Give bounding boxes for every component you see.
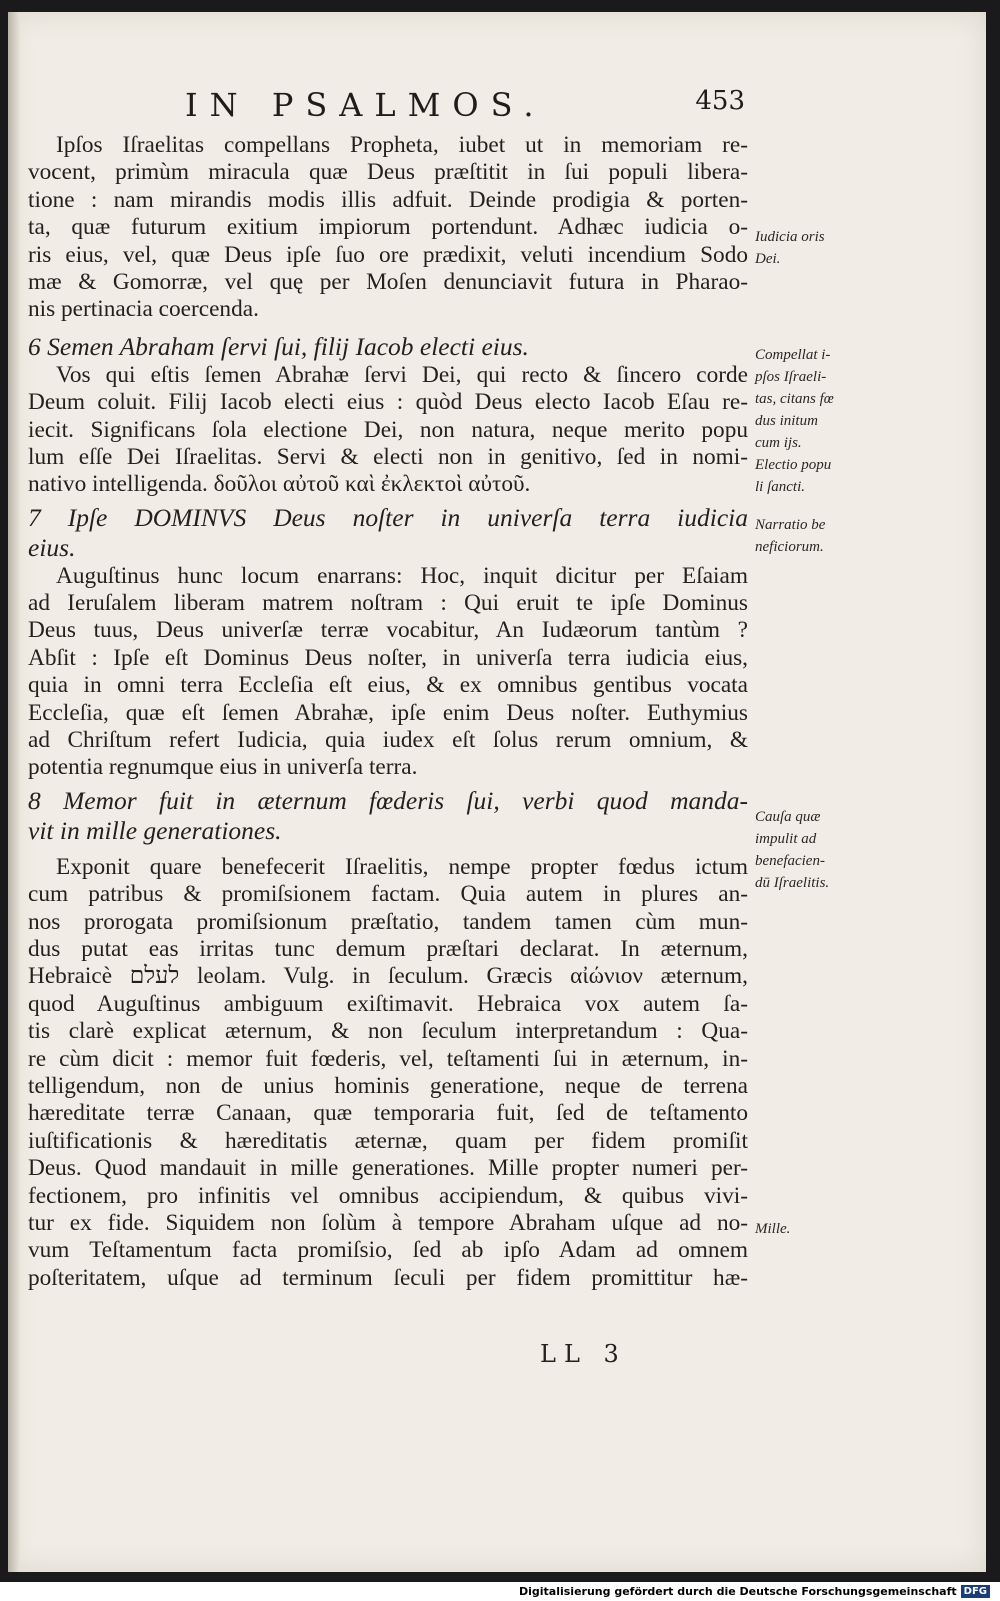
credit-text: Digitalisierung gefördert durch die Deutsche Forschungsgemeinschaft: [518, 1585, 957, 1598]
text-line: Abſit : Ipſe eſt Dominus Deus noſter, in univerſa terra iudicia eius,: [28, 644, 748, 671]
text-line: Deus. Quod mandauit in mille generationes. Mille propter numeri per-: [28, 1155, 748, 1182]
text-line: hæreditate terræ Canaan, quæ temporaria fuit, ſed de teſtamento: [28, 1100, 748, 1127]
text-line: Eccleſia, quæ eſt ſemen Abrahæ, ipſe enim Deus noſter. Euthymius: [28, 699, 748, 726]
text-line: dus putat eas irritas tunc demum præſtari declarat. In æternum,: [28, 935, 748, 962]
text-line: telligendum, non de unius hominis generatione, neque de terrena: [28, 1072, 748, 1099]
margin-note-narratio: Narratio be neficiorum.: [755, 517, 826, 555]
verse-line: eius.: [28, 532, 76, 562]
line-gap: [28, 324, 748, 332]
text-line: nos prorogata promiſsionum præſtatio, tandem tamen cùm mun-: [28, 908, 748, 935]
text-line: re cùm dicit : memor fuit fœderis, vel, teſtamenti ſui in æternum, in-: [28, 1045, 748, 1072]
text-line: lum eſſe Dei Iſraelitas. Servi & electi non in genitivo, ſed in nomi-: [28, 443, 748, 470]
text-line: potentia regnumque eius in univerſa terra.: [28, 754, 418, 781]
text-line: Auguſtinus hunc locum enarrans: Hoc, inquit dicitur per Eſaiam: [56, 562, 748, 589]
text-line: vum Teſtamentum facta promiſsio, ſed ab ipſo Adam ad omnem: [28, 1237, 748, 1264]
line-gap: [28, 846, 748, 854]
verse-line: 6 Semen Abraham ſervi ſui, filij Iacob electi eius.: [28, 331, 529, 361]
text-line: fectionem, pro infinitis vel omnibus accipiendum, & quibus vivi-: [28, 1182, 748, 1209]
text-line: tione : nam mirandis modis illis adfuit. Deinde prodigia & porten-: [28, 186, 748, 213]
text-line: Hebraicè לעלם leolam. Vulg. in ſeculum. Græcis αἰώνιον æternum,: [28, 963, 748, 990]
text-line: ad Ieruſalem liberam matrem noſtram : Qui eruit te ipſe Dominus: [28, 590, 748, 617]
verse-line: vit in mille generationes.: [28, 815, 282, 845]
verse-line: 7 Ipſe DOMINVS Deus noſter in univerſa terra iudicia: [28, 502, 748, 532]
text-line: Deum coluit. Filij Iacob electi eius : quòd Deus electo Iacob Eſau re-: [28, 389, 748, 416]
text-line: ad Chriſtum refert Iudicia, quia iudex eſt ſolus rerum omnium, &: [28, 727, 748, 754]
body-text: [28, 132, 748, 1292]
text-line: Exponit quare benefecerit Iſraelitis, nempe propter fœdus ictum: [56, 853, 748, 880]
margin-note-compellat: Compellat i- pſos Iſraeli- tas, citans fœ dus initum cum ijs. Electio popu li ſancti.: [755, 347, 834, 495]
text-line: vocent, primùm miracula quæ Deus præſtitit in ſui populi libera-: [28, 159, 748, 186]
running-header: IN PSALMOS.: [185, 86, 546, 124]
text-line: poſteritatem, uſque ad terminum ſeculi per fidem promittitur hæ-: [28, 1264, 748, 1291]
text-line: Deus tuus, Deus univerſæ terræ vocabitur, An Iudæorum tantùm ?: [28, 617, 748, 644]
margin-note-iudicia: Iudicia oris Dei.: [755, 229, 825, 267]
verse-line: 8 Memor fuit in æternum fœderis ſui, verbi quod manda-: [28, 785, 748, 815]
text-line: quod Auguſtinus ambiguum exiſtimavit. Hebraica vox autem ſa-: [28, 990, 748, 1017]
text-line: Ipſos Iſraelitas compellans Propheta, iubet ut in memoriam re-: [56, 132, 748, 158]
text-line: mæ & Gomorræ, vel quę per Moſen denunciavit futura in Pharao-: [28, 268, 748, 295]
text-line: ris eius, vel, quæ Deus ipſe ſuo ore prædixit, veluti incendium Sodo: [28, 241, 748, 268]
text-line: quia in omni terra Eccleſia eſt eius, & ex omnibus gentibus vocata: [28, 672, 748, 699]
margin-note-causa: Cauſa quæ impulit ad benefacien- dū Iſraelitis.: [755, 809, 830, 891]
text-line: iuſtificationis & hæreditatis æternæ, quam per fidem promiſit: [28, 1127, 748, 1154]
text-line: tur ex fide. Siquidem non ſolùm à tempore Abraham uſque ad no-: [28, 1209, 748, 1236]
margin-note-mille: Mille.: [755, 1221, 791, 1237]
page-gutter: [8, 12, 20, 1572]
text-line: nis pertinacia coercenda.: [28, 296, 259, 323]
text-line: Vos qui eſtis ſemen Abrahæ ſervi Dei, qui recto & ſincero corde: [56, 361, 748, 388]
text-line: tis clarè explicat æternum, & non ſeculum interpretandum : Qua-: [28, 1018, 748, 1045]
text-line: nativo intelligenda. δοῦλοι αὐτοῦ καὶ ἐκλεκτοὶ αὐτοῦ.: [28, 471, 531, 498]
text-line: ta, quæ futurum exitium impiorum portendunt. Adhæc iudicia o-: [28, 214, 748, 241]
text-line: iecit. Significans ſola electione Dei, non natura, neque merito popu: [28, 416, 748, 443]
text-line: cum patribus & promiſsionem factam. Quia autem in plures an-: [28, 881, 748, 908]
page-number: 453: [695, 86, 745, 116]
digitization-credit: [519, 1582, 990, 1601]
dfg-logo[interactable]: DFG: [961, 1585, 990, 1598]
signature-mark: LL 3: [540, 1340, 627, 1368]
